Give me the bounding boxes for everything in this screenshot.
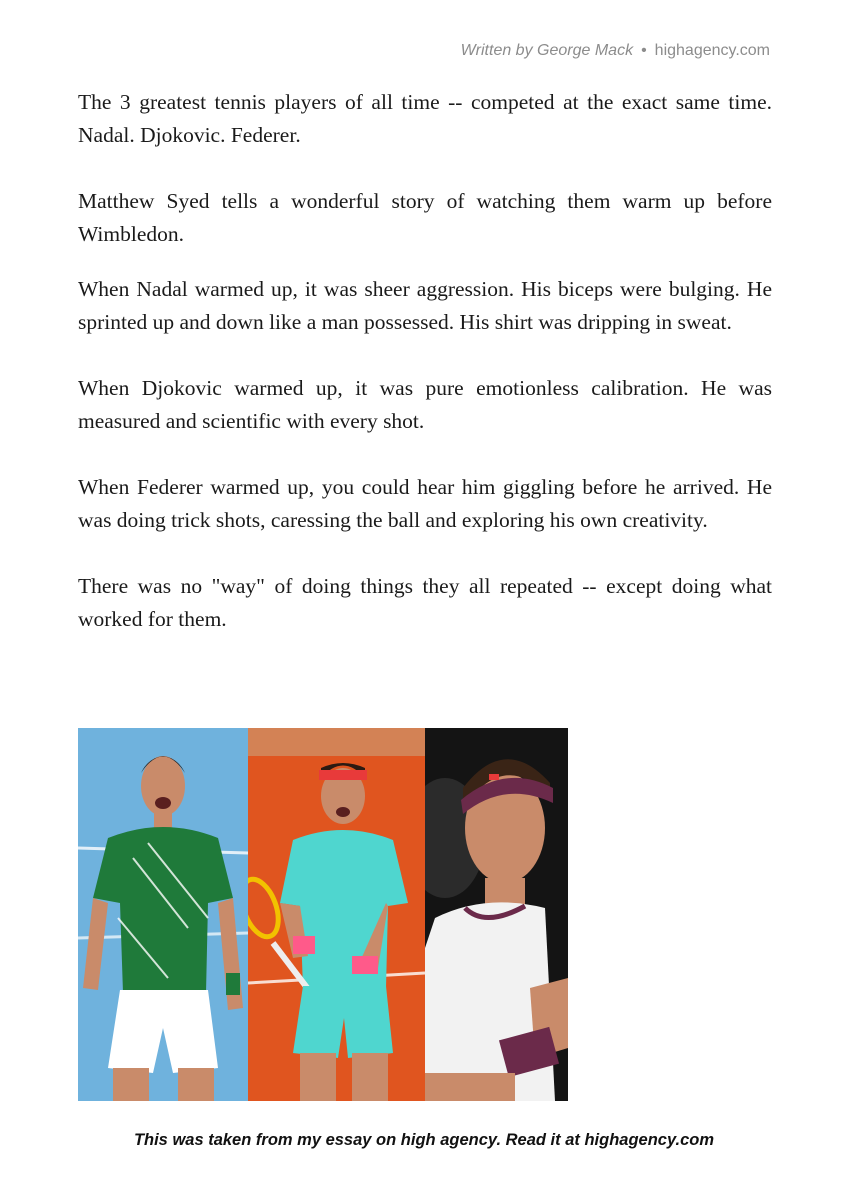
paragraph-nadal: When Nadal warmed up, it was sheer aggression. His biceps were bulging. He sprinted up and down like a man possessed. His shirt was dripping in sweat. <box>78 277 772 334</box>
page-header <box>461 42 770 60</box>
tennis-players-photo <box>78 728 568 1101</box>
header-separator: • <box>641 42 647 59</box>
paragraph-conclusion: There was no "way" of doing things they all repeated -- except doing what worked for them. <box>78 574 772 631</box>
photo-panel-federer <box>425 728 568 1101</box>
paragraph-syed: Matthew Syed tells a wonderful story of watching them warm up before Wimbledon. <box>78 189 772 246</box>
paragraph-federer: When Federer warmed up, you could hear him giggling before he arrived. He was doing trick shots, caressing the ball and exploring his own creativity. <box>78 475 772 532</box>
author-line: Written by George Mack <box>460 42 634 59</box>
footer-note: This was taken from my essay on high agency. Read it at highagency.com <box>133 1131 715 1149</box>
paragraph-djokovic: When Djokovic warmed up, it was pure emotionless calibration. He was measured and scientific with every shot. <box>78 376 772 433</box>
header-site: highagency.com <box>654 42 770 59</box>
photo-panel-djokovic <box>78 728 248 1101</box>
photo-panel-nadal <box>248 728 425 1101</box>
paragraph-intro: The 3 greatest tennis players of all time -- competed at the exact same time. Nadal. Djokovic. Federer. <box>78 90 772 147</box>
essay-body <box>78 86 772 636</box>
